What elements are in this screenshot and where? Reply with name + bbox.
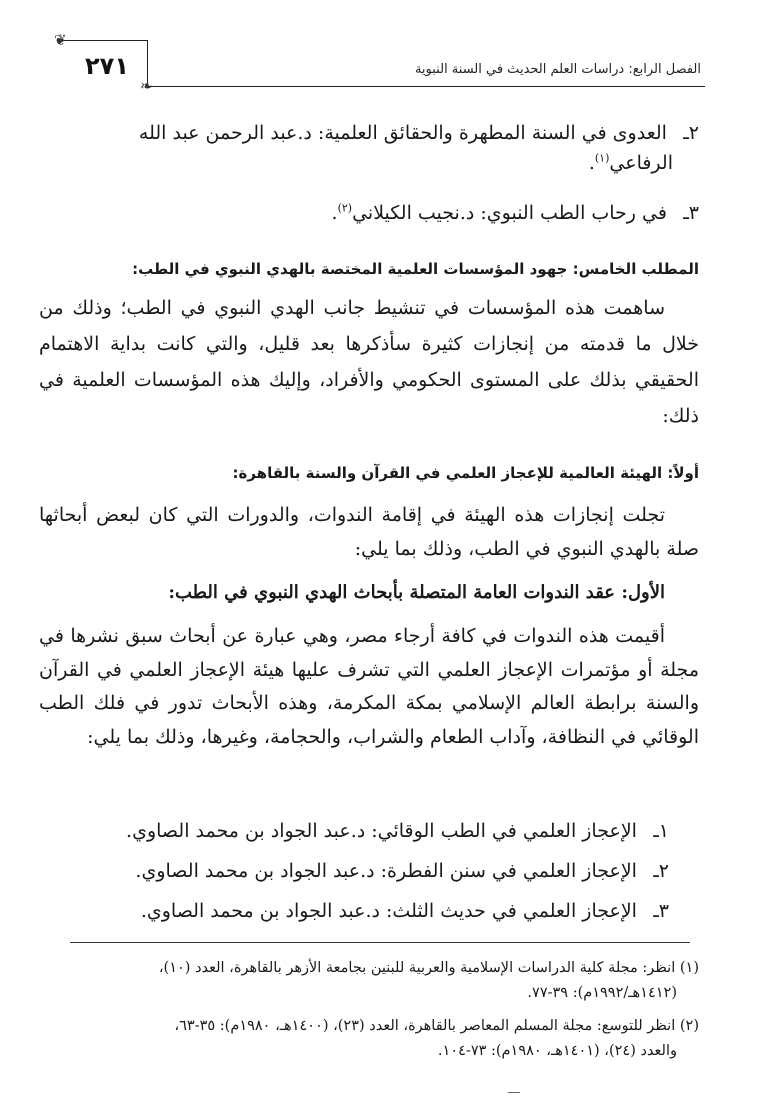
footnote [49,956,699,1006]
list-item [39,856,699,886]
list-item-text-continued: الرفاعي [609,152,673,174]
corner-ornament-icon: ❦ [54,31,67,49]
list-item-text: الإعجاز العلمي في سنن الفطرة: د.عبد الجواد بن محمد الصاوي. [135,860,637,882]
footnote-text-continued: (١٤١٢هـ/١٩٩٢م): ٣٩-٧٧. [527,985,677,1001]
list-item-number: ٣ـ [653,900,669,922]
page-number: ٢٧١ [85,52,129,80]
list-item-number: ١ـ [653,820,669,842]
section-heading: المطلب الخامس: جهود المؤسسات العلمية المختصة بالهدي النبوي في الطب: [132,260,699,278]
footnote-number: (١) [679,960,699,976]
section-paragraph [39,290,699,434]
footnote-separator [70,942,690,943]
body-paragraph-text: أقيمت هذه الندوات في كافة أرجاء مصر، وهي عبارة عن أبحاث سبق نشرها في مجلة أو مؤتمرات الإعجاز العلمي التي تشرف عليها هيئة الإعجاز العلمي في القرآن والسنة برابطة العالم الإسلامي بمكة المكرمة، وهذه الأبحاث تدور في فلك الطب الوقائي في النظافة، وآداب الطعام والشراب، والحجامة، وغيرها، وذلك بما يلي: [39,625,699,748]
subsection-paragraph-text: تجلت إنجازات هذه الهيئة في إقامة الندوات، والدورات التي كان لبعض أبحاثها صلة بالهدي النبوي في الطب، وذلك بما يلي: [39,504,699,560]
sub-subsection-heading-text: الأول: عقد الندوات العامة المتصلة بأبحاث الهدي النبوي في الطب: [168,582,665,603]
list-item-end: . [331,202,338,224]
body-paragraph [39,620,699,754]
footnote-text: انظر: مجلة كلية الدراسات الإسلامية والعربية للبنين بجامعة الأزهر بالقاهرة، العدد (١٠)، [158,960,676,976]
list-item [39,896,699,926]
list-item-number: ٣ـ [683,202,699,224]
list-item [39,198,699,228]
footnote-ref: (٢) [337,201,353,215]
page-bottom-mark [508,1092,520,1093]
list-item-number: ٢ـ [653,860,669,882]
list-item-text: الإعجاز العلمي في الطب الوقائي: د.عبد الجواد بن محمد الصاوي. [126,820,637,842]
running-header: الفصل الرابع: دراسات العلم الحديث في السنة النبوية [414,62,701,77]
list-item [39,118,699,178]
section-paragraph-text: ساهمت هذه المؤسسات في تنشيط جانب الهدي النبوي في الطب؛ وذلك من خلال ما قدمته من إنجازات كثيرة سأذكرها بعد قليل، والتي كانت بداية الاهتمام الحقيقي بذلك على المستوى الحكومي والأفراد، وإليك هذه المؤسسات العلمية في ذلك: [39,297,699,427]
list-item-end: . [588,152,595,174]
footnote-ref: (١) [594,151,610,165]
footnote-text-continued: والعدد (٢٤)، (١٤٠١هـ، ١٩٨٠م): ٧٣-١٠٤. [437,1043,677,1059]
footnote-number: (٢) [679,1018,699,1034]
footnote-text: انظر للتوسع: مجلة المسلم المعاصر بالقاهرة، العدد (٢٣)، (١٤٠٠هـ، ١٩٨٠م): ٣٥-٦٣، [174,1018,676,1034]
corner-ornament-icon: ❧ [140,77,153,95]
header-rule [148,86,705,87]
list-item-text: الإعجاز العلمي في حديث الثلث: د.عبد الجواد بن محمد الصاوي. [140,900,637,922]
sub-subsection-heading [39,578,699,608]
list-item-number: ٢ـ [683,122,699,144]
subsection-heading: أولاً: الهيئة العالمية للإعجاز العلمي في القرآن والسنة بالقاهرة: [232,464,699,482]
list-item [39,816,699,846]
footnote [49,1014,699,1064]
subsection-paragraph [39,498,699,566]
list-item-text: العدوى في السنة المطهرة والحقائق العلمية: د.عبد الرحمن عبد الله [138,122,667,144]
list-item-text: في رحاب الطب النبوي: د.نجيب الكيلاني [352,202,667,224]
